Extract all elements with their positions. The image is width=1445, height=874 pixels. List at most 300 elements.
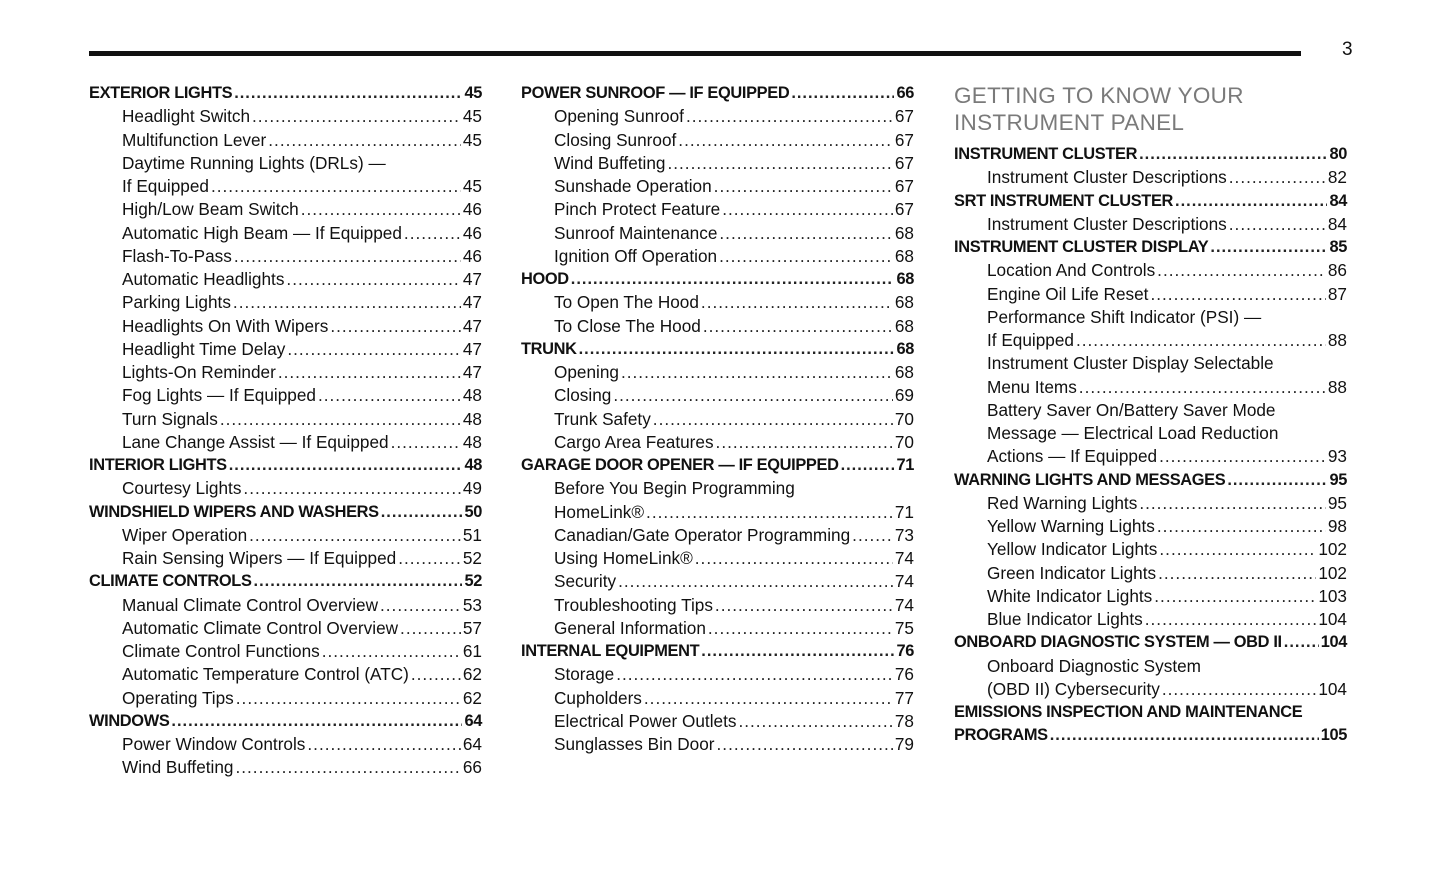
dot-leader: [171, 710, 462, 733]
entry-title: Sunroof Maintenance: [554, 222, 718, 243]
toc-entry[interactable]: [954, 492, 1347, 515]
page-ref: 104: [1318, 609, 1347, 629]
dot-leader: [708, 617, 893, 640]
page-number: 3: [1342, 39, 1353, 60]
toc-entry[interactable]: [954, 166, 1347, 189]
entry-title: Actions — If Equipped: [987, 446, 1158, 467]
page-ref: 71: [896, 456, 914, 474]
dot-leader: [716, 431, 893, 454]
toc-entry[interactable]: [89, 315, 482, 338]
entry-title: Cupholders: [554, 687, 642, 708]
toc-section-entry[interactable]: [954, 701, 1347, 724]
page-ref: 74: [894, 594, 914, 615]
entry-title: Performance Shift Indicator (PSI) —: [987, 306, 1262, 327]
toc-entry[interactable]: [954, 283, 1347, 306]
entry-title: Flash-To-Pass: [122, 245, 232, 266]
toc-section-entry[interactable]: [89, 710, 482, 733]
entry-title: Turn Signals: [122, 408, 218, 429]
entry-title: White Indicator Lights: [987, 585, 1153, 606]
toc-entry[interactable]: [521, 710, 914, 733]
page-ref: 88: [1327, 330, 1347, 350]
page-ref: 76: [894, 664, 914, 685]
toc-entry[interactable]: [954, 515, 1347, 538]
entry-title: INTERIOR LIGHTS: [89, 456, 227, 474]
entry-title: Trunk Safety: [554, 408, 651, 429]
toc-section-entry[interactable]: [954, 631, 1347, 654]
entry-title: Location And Controls: [987, 260, 1156, 281]
toc-section-entry[interactable]: [89, 570, 482, 593]
page-ref: 52: [464, 572, 482, 591]
dot-leader: [719, 245, 893, 268]
dot-leader: [1157, 259, 1326, 282]
section-heading: [954, 82, 1347, 136]
dot-leader: [703, 315, 893, 338]
page-ref: 67: [894, 152, 914, 173]
dot-leader: [616, 663, 893, 686]
entry-title: If Equipped: [987, 330, 1074, 350]
entry-title: EXTERIOR LIGHTS: [89, 84, 233, 102]
toc-entry[interactable]: [521, 570, 914, 593]
dot-leader: [330, 315, 461, 338]
page-ref: 47: [462, 338, 482, 359]
entry-title: Red Warning Lights: [987, 492, 1138, 513]
toc-section-entry[interactable]: [954, 469, 1347, 492]
toc-entry[interactable]: [954, 538, 1347, 561]
entry-title: Wiper Operation: [122, 524, 248, 545]
dot-leader: [1284, 631, 1319, 654]
page-ref: 68: [894, 222, 914, 243]
toc-entry[interactable]: [521, 384, 914, 407]
page-ref: 67: [894, 129, 914, 150]
entry-title: Message — Electrical Load Reduction: [987, 423, 1279, 443]
dot-leader: [301, 198, 461, 221]
toc-entry[interactable]: [89, 129, 482, 152]
toc-entry[interactable]: [89, 594, 482, 617]
toc-entry[interactable]: [521, 361, 914, 384]
dot-leader: [618, 570, 893, 593]
dot-leader: [1157, 515, 1326, 538]
dot-leader: [722, 198, 893, 221]
entry-title: Automatic Headlights: [122, 269, 285, 289]
toc-entry[interactable]: [521, 152, 914, 175]
page-ref: 93: [1327, 446, 1347, 467]
entry-title: Climate Control Functions: [122, 641, 320, 661]
page-ref: 77: [894, 687, 914, 708]
toc-section-entry[interactable]: [521, 640, 914, 663]
page-ref: 45: [462, 106, 482, 127]
entry-title: Lane Change Assist — If Equipped: [122, 431, 389, 452]
toc-column-1: [89, 82, 482, 780]
page-ref: 103: [1318, 585, 1347, 606]
dot-leader: [667, 152, 892, 175]
entry-title: Onboard Diagnostic System: [987, 655, 1201, 676]
toc-entry[interactable]: [521, 617, 914, 640]
entry-title: Yellow Warning Lights: [987, 516, 1155, 536]
page-ref: 68: [894, 292, 914, 313]
toc-entry[interactable]: [89, 687, 482, 710]
page-ref: 95: [1327, 492, 1347, 513]
page-ref: 95: [1329, 470, 1347, 489]
entry-title: Instrument Cluster Display Selectable: [987, 353, 1274, 374]
page-ref: 85: [1329, 238, 1347, 256]
toc-entry[interactable]: [954, 585, 1347, 608]
page-ref: 49: [462, 478, 482, 499]
toc-entry[interactable]: [954, 608, 1347, 631]
toc-entry[interactable]: [521, 547, 914, 570]
dot-leader: [738, 710, 892, 733]
dot-leader: [233, 291, 461, 314]
page-ref: 68: [896, 270, 914, 288]
entry-title: INSTRUMENT CLUSTER DISPLAY: [954, 238, 1209, 256]
dot-leader: [701, 291, 893, 314]
toc-entry[interactable]: [89, 338, 482, 361]
toc-entry[interactable]: [954, 329, 1347, 352]
page-ref: 102: [1318, 562, 1347, 583]
dot-leader: [268, 129, 461, 152]
page-ref: 61: [462, 641, 482, 661]
page-ref: 76: [896, 642, 914, 660]
toc-entry[interactable]: [954, 678, 1347, 701]
dot-leader: [287, 338, 461, 361]
page-ref: 46: [462, 222, 482, 243]
page-ref: 47: [462, 292, 482, 313]
page-ref: 104: [1320, 633, 1347, 652]
toc-entry[interactable]: [89, 222, 482, 245]
dot-leader: [719, 222, 892, 245]
toc-entry[interactable]: [89, 384, 482, 407]
toc-entry[interactable]: [521, 198, 914, 221]
top-rule: [89, 51, 1301, 56]
toc-entry[interactable]: [521, 129, 914, 152]
toc-entry[interactable]: [89, 663, 482, 686]
entry-title: POWER SUNROOF — IF EQUIPPED: [521, 84, 790, 102]
dot-leader: [220, 408, 461, 431]
toc-entry[interactable]: [89, 175, 482, 198]
dot-leader: [380, 594, 461, 617]
page-ref: 75: [894, 617, 914, 638]
entry-title: Headlight Switch: [122, 106, 251, 127]
page-ref: 73: [894, 524, 914, 545]
dot-leader: [411, 663, 461, 686]
toc-column-3: [954, 82, 1347, 748]
dot-leader: [1150, 283, 1325, 306]
toc-entry[interactable]: [521, 175, 914, 198]
dot-leader: [714, 175, 893, 198]
page-ref: 67: [894, 199, 914, 220]
dot-leader: [391, 431, 461, 454]
dot-leader: [254, 570, 463, 593]
toc-entry[interactable]: [954, 376, 1347, 399]
page-ref: 47: [462, 362, 482, 382]
page-ref: 86: [1327, 260, 1347, 281]
dot-leader: [1162, 678, 1316, 701]
entry-title: Automatic High Beam — If Equipped: [122, 222, 402, 243]
dot-leader: [236, 687, 461, 710]
dot-leader: [381, 501, 463, 524]
entry-title: Cargo Area Features: [554, 431, 714, 452]
entry-title: CLIMATE CONTROLS: [89, 572, 252, 591]
entry-title: EMISSIONS INSPECTION AND MAINTENANCE: [954, 703, 1303, 721]
page-ref: 74: [894, 571, 914, 592]
entry-title: Canadian/Gate Operator Programming: [554, 524, 851, 545]
dot-leader: [653, 408, 893, 431]
entry-title: Wind Buffeting: [122, 757, 234, 778]
toc-section-entry[interactable]: [954, 724, 1347, 747]
page-ref: 52: [462, 548, 482, 568]
page-ref: 70: [894, 408, 914, 429]
page-ref: 84: [1329, 191, 1347, 210]
dot-leader: [1076, 329, 1326, 352]
entry-title: Automatic Climate Control Overview: [122, 617, 399, 638]
toc-entry[interactable]: [89, 268, 482, 291]
toc-entry[interactable]: [521, 105, 914, 128]
entry-title: Before You Begin Programming: [554, 478, 795, 499]
dot-leader: [1154, 585, 1316, 608]
entry-title: SRT INSTRUMENT CLUSTER: [954, 191, 1174, 210]
entry-title: TRUNK: [521, 339, 577, 358]
entry-title: To Open The Hood: [554, 292, 699, 313]
entry-title: HOOD: [521, 270, 569, 288]
page-ref: 68: [894, 315, 914, 336]
toc-entry[interactable]: [954, 259, 1347, 282]
page-ref: 67: [894, 176, 914, 196]
dot-leader: [613, 384, 893, 407]
toc-section-entry[interactable]: [954, 190, 1347, 213]
entry-title: Storage: [554, 664, 615, 685]
page-ref: 87: [1327, 283, 1347, 304]
toc-entry[interactable]: [954, 422, 1347, 445]
toc-entry[interactable]: [89, 477, 482, 500]
entry-title: Menu Items: [987, 376, 1077, 397]
page-ref: 102: [1318, 539, 1347, 560]
toc-section-entry[interactable]: [521, 82, 914, 105]
toc-section-entry[interactable]: [89, 454, 482, 477]
entry-title: Sunglasses Bin Door: [554, 734, 715, 754]
page-ref: 48: [462, 431, 482, 452]
page-ref: 69: [894, 385, 914, 406]
toc-entry[interactable]: [521, 315, 914, 338]
entry-title: Electrical Power Outlets: [554, 710, 737, 731]
toc-entry[interactable]: [89, 617, 482, 640]
dot-leader: [1229, 213, 1326, 236]
dot-leader: [249, 524, 461, 547]
entry-title: Closing: [554, 385, 612, 406]
entry-title: To Close The Hood: [554, 315, 701, 336]
toc-entry[interactable]: [89, 547, 482, 570]
toc-section-entry[interactable]: [521, 268, 914, 291]
toc-entry[interactable]: [89, 756, 482, 779]
entry-title: Using HomeLink®: [554, 548, 693, 568]
toc-entry[interactable]: [89, 524, 482, 547]
entry-title: Closing Sunroof: [554, 129, 677, 150]
entry-title: Instrument Cluster Descriptions: [987, 167, 1227, 188]
page-ref: 45: [464, 84, 482, 102]
toc-entry[interactable]: [521, 245, 914, 268]
page-ref: 53: [462, 594, 482, 615]
dot-leader: [1210, 236, 1327, 259]
dot-leader: [307, 733, 460, 756]
dot-leader: [211, 175, 461, 198]
dot-leader: [1159, 445, 1326, 468]
toc-section-entry[interactable]: [89, 501, 482, 524]
page-ref: 64: [464, 711, 482, 730]
page-ref: 48: [462, 385, 482, 406]
entry-title: Wind Buffeting: [554, 152, 666, 173]
toc-entry[interactable]: [521, 524, 914, 547]
dot-leader: [278, 361, 461, 384]
dot-leader: [229, 454, 463, 477]
page-ref: 45: [462, 129, 482, 150]
page-ref: 62: [462, 687, 482, 708]
page-ref: 46: [462, 245, 482, 266]
toc-entry[interactable]: [89, 361, 482, 384]
entry-title: Opening Sunroof: [554, 106, 684, 127]
toc-entry[interactable]: [89, 408, 482, 431]
dot-leader: [1227, 469, 1327, 492]
toc-entry[interactable]: [521, 222, 914, 245]
toc-column-2: [521, 82, 914, 756]
toc-entry[interactable]: [89, 152, 482, 175]
entry-title: Instrument Cluster Descriptions: [987, 213, 1227, 234]
entry-title: Lights-On Reminder: [122, 362, 276, 382]
entry-title: Multifunction Lever: [122, 129, 267, 150]
toc-section-entry[interactable]: [521, 454, 914, 477]
entry-title: WARNING LIGHTS AND MESSAGES: [954, 470, 1226, 489]
toc-entry[interactable]: [521, 291, 914, 314]
page-ref: 84: [1327, 213, 1347, 234]
entry-title: Headlights On With Wipers: [122, 315, 329, 336]
dot-leader: [235, 756, 460, 779]
toc-entry[interactable]: [954, 399, 1347, 422]
dot-leader: [791, 82, 894, 105]
entry-title: WINDSHIELD WIPERS AND WASHERS: [89, 502, 379, 521]
dot-leader: [701, 640, 894, 663]
entry-title: Rain Sensing Wipers — If Equipped: [122, 548, 397, 568]
toc-section-entry[interactable]: [954, 143, 1347, 166]
dot-leader: [621, 361, 893, 384]
page-ref: 98: [1327, 516, 1347, 536]
toc-entry[interactable]: [954, 352, 1347, 375]
toc-entry[interactable]: [521, 408, 914, 431]
dot-leader: [644, 687, 893, 710]
dot-leader: [322, 640, 461, 663]
toc-entry[interactable]: [954, 562, 1347, 585]
page-ref: 50: [464, 502, 482, 521]
dot-leader: [852, 524, 893, 547]
entry-title: Blue Indicator Lights: [987, 609, 1143, 629]
toc-entry[interactable]: [521, 687, 914, 710]
section-heading-line: INSTRUMENT PANEL: [954, 110, 1185, 135]
entry-title: Security: [554, 571, 617, 592]
dot-leader: [234, 245, 461, 268]
page-ref: 47: [462, 315, 482, 336]
entry-title: Green Indicator Lights: [987, 562, 1157, 583]
toc-entry[interactable]: [521, 477, 914, 500]
dot-leader: [404, 222, 461, 245]
entry-title: ONBOARD DIAGNOSTIC SYSTEM — OBD II: [954, 633, 1282, 652]
entry-title: Fog Lights — If Equipped: [122, 385, 316, 406]
dot-leader: [1145, 608, 1317, 631]
entry-title: Ignition Off Operation: [554, 245, 718, 266]
entry-title: Courtesy Lights: [122, 478, 242, 499]
toc-entry[interactable]: [89, 291, 482, 314]
entry-title: (OBD II) Cybersecurity: [987, 678, 1160, 699]
entry-title: Power Window Controls: [122, 734, 306, 754]
toc-entry[interactable]: [89, 105, 482, 128]
section-heading-line: GETTING TO KNOW YOUR: [954, 83, 1244, 108]
dot-leader: [398, 547, 461, 570]
page-ref: 66: [462, 757, 482, 778]
page-ref: 62: [462, 664, 482, 685]
entry-title: Engine Oil Life Reset: [987, 283, 1149, 304]
page-ref: 46: [462, 199, 482, 220]
entry-title: Operating Tips: [122, 687, 234, 708]
toc-entry[interactable]: [89, 733, 482, 756]
dot-leader: [678, 129, 893, 152]
page-ref: 45: [462, 176, 482, 196]
dot-leader: [286, 268, 460, 291]
toc-entry[interactable]: [954, 213, 1347, 236]
page-ref: 80: [1329, 145, 1347, 163]
toc-entry[interactable]: [89, 640, 482, 663]
dot-leader: [318, 384, 461, 407]
toc-entry[interactable]: [89, 431, 482, 454]
toc-section-entry[interactable]: [954, 236, 1347, 259]
toc-entry[interactable]: [954, 655, 1347, 678]
page-ref: 66: [896, 84, 914, 102]
toc-entry[interactable]: [521, 663, 914, 686]
toc-entry[interactable]: [954, 306, 1347, 329]
toc-entry[interactable]: [89, 198, 482, 221]
toc-entry[interactable]: [89, 245, 482, 268]
page-ref: 68: [896, 339, 914, 358]
page-ref: 78: [894, 710, 914, 731]
toc-entry[interactable]: [954, 445, 1347, 468]
toc-entry[interactable]: [521, 431, 914, 454]
entry-title: Battery Saver On/Battery Saver Mode: [987, 399, 1276, 420]
page-ref: 105: [1320, 726, 1347, 745]
page-ref: 74: [894, 548, 914, 568]
dot-leader: [715, 594, 893, 617]
entry-title: Troubleshooting Tips: [554, 594, 713, 615]
page-ref: 48: [464, 456, 482, 474]
entry-title: INTERNAL EQUIPMENT: [521, 642, 700, 660]
dot-leader: [1159, 538, 1316, 561]
entry-title: General Information: [554, 617, 706, 638]
page-ref: 64: [462, 734, 482, 754]
page-ref: 48: [462, 408, 482, 429]
entry-title: Automatic Temperature Control (ATC): [122, 664, 409, 685]
dot-leader: [252, 105, 461, 128]
dot-leader: [1229, 166, 1326, 189]
entry-title: Parking Lights: [122, 292, 231, 313]
dot-leader: [579, 338, 895, 361]
dot-leader: [400, 617, 461, 640]
toc-section-entry[interactable]: [89, 82, 482, 105]
entry-title: Headlight Time Delay: [122, 338, 286, 359]
toc-entry[interactable]: [521, 501, 914, 524]
toc-section-entry[interactable]: [521, 338, 914, 361]
page-ref: 68: [894, 362, 914, 382]
entry-title: Opening: [554, 362, 619, 382]
page-ref: 82: [1327, 167, 1347, 188]
entry-title: GARAGE DOOR OPENER — IF EQUIPPED: [521, 456, 839, 474]
dot-leader: [243, 477, 460, 500]
dot-leader: [1139, 143, 1327, 166]
toc-entry[interactable]: [521, 733, 914, 756]
entry-title: HomeLink®: [554, 501, 645, 522]
toc-entry[interactable]: [521, 594, 914, 617]
